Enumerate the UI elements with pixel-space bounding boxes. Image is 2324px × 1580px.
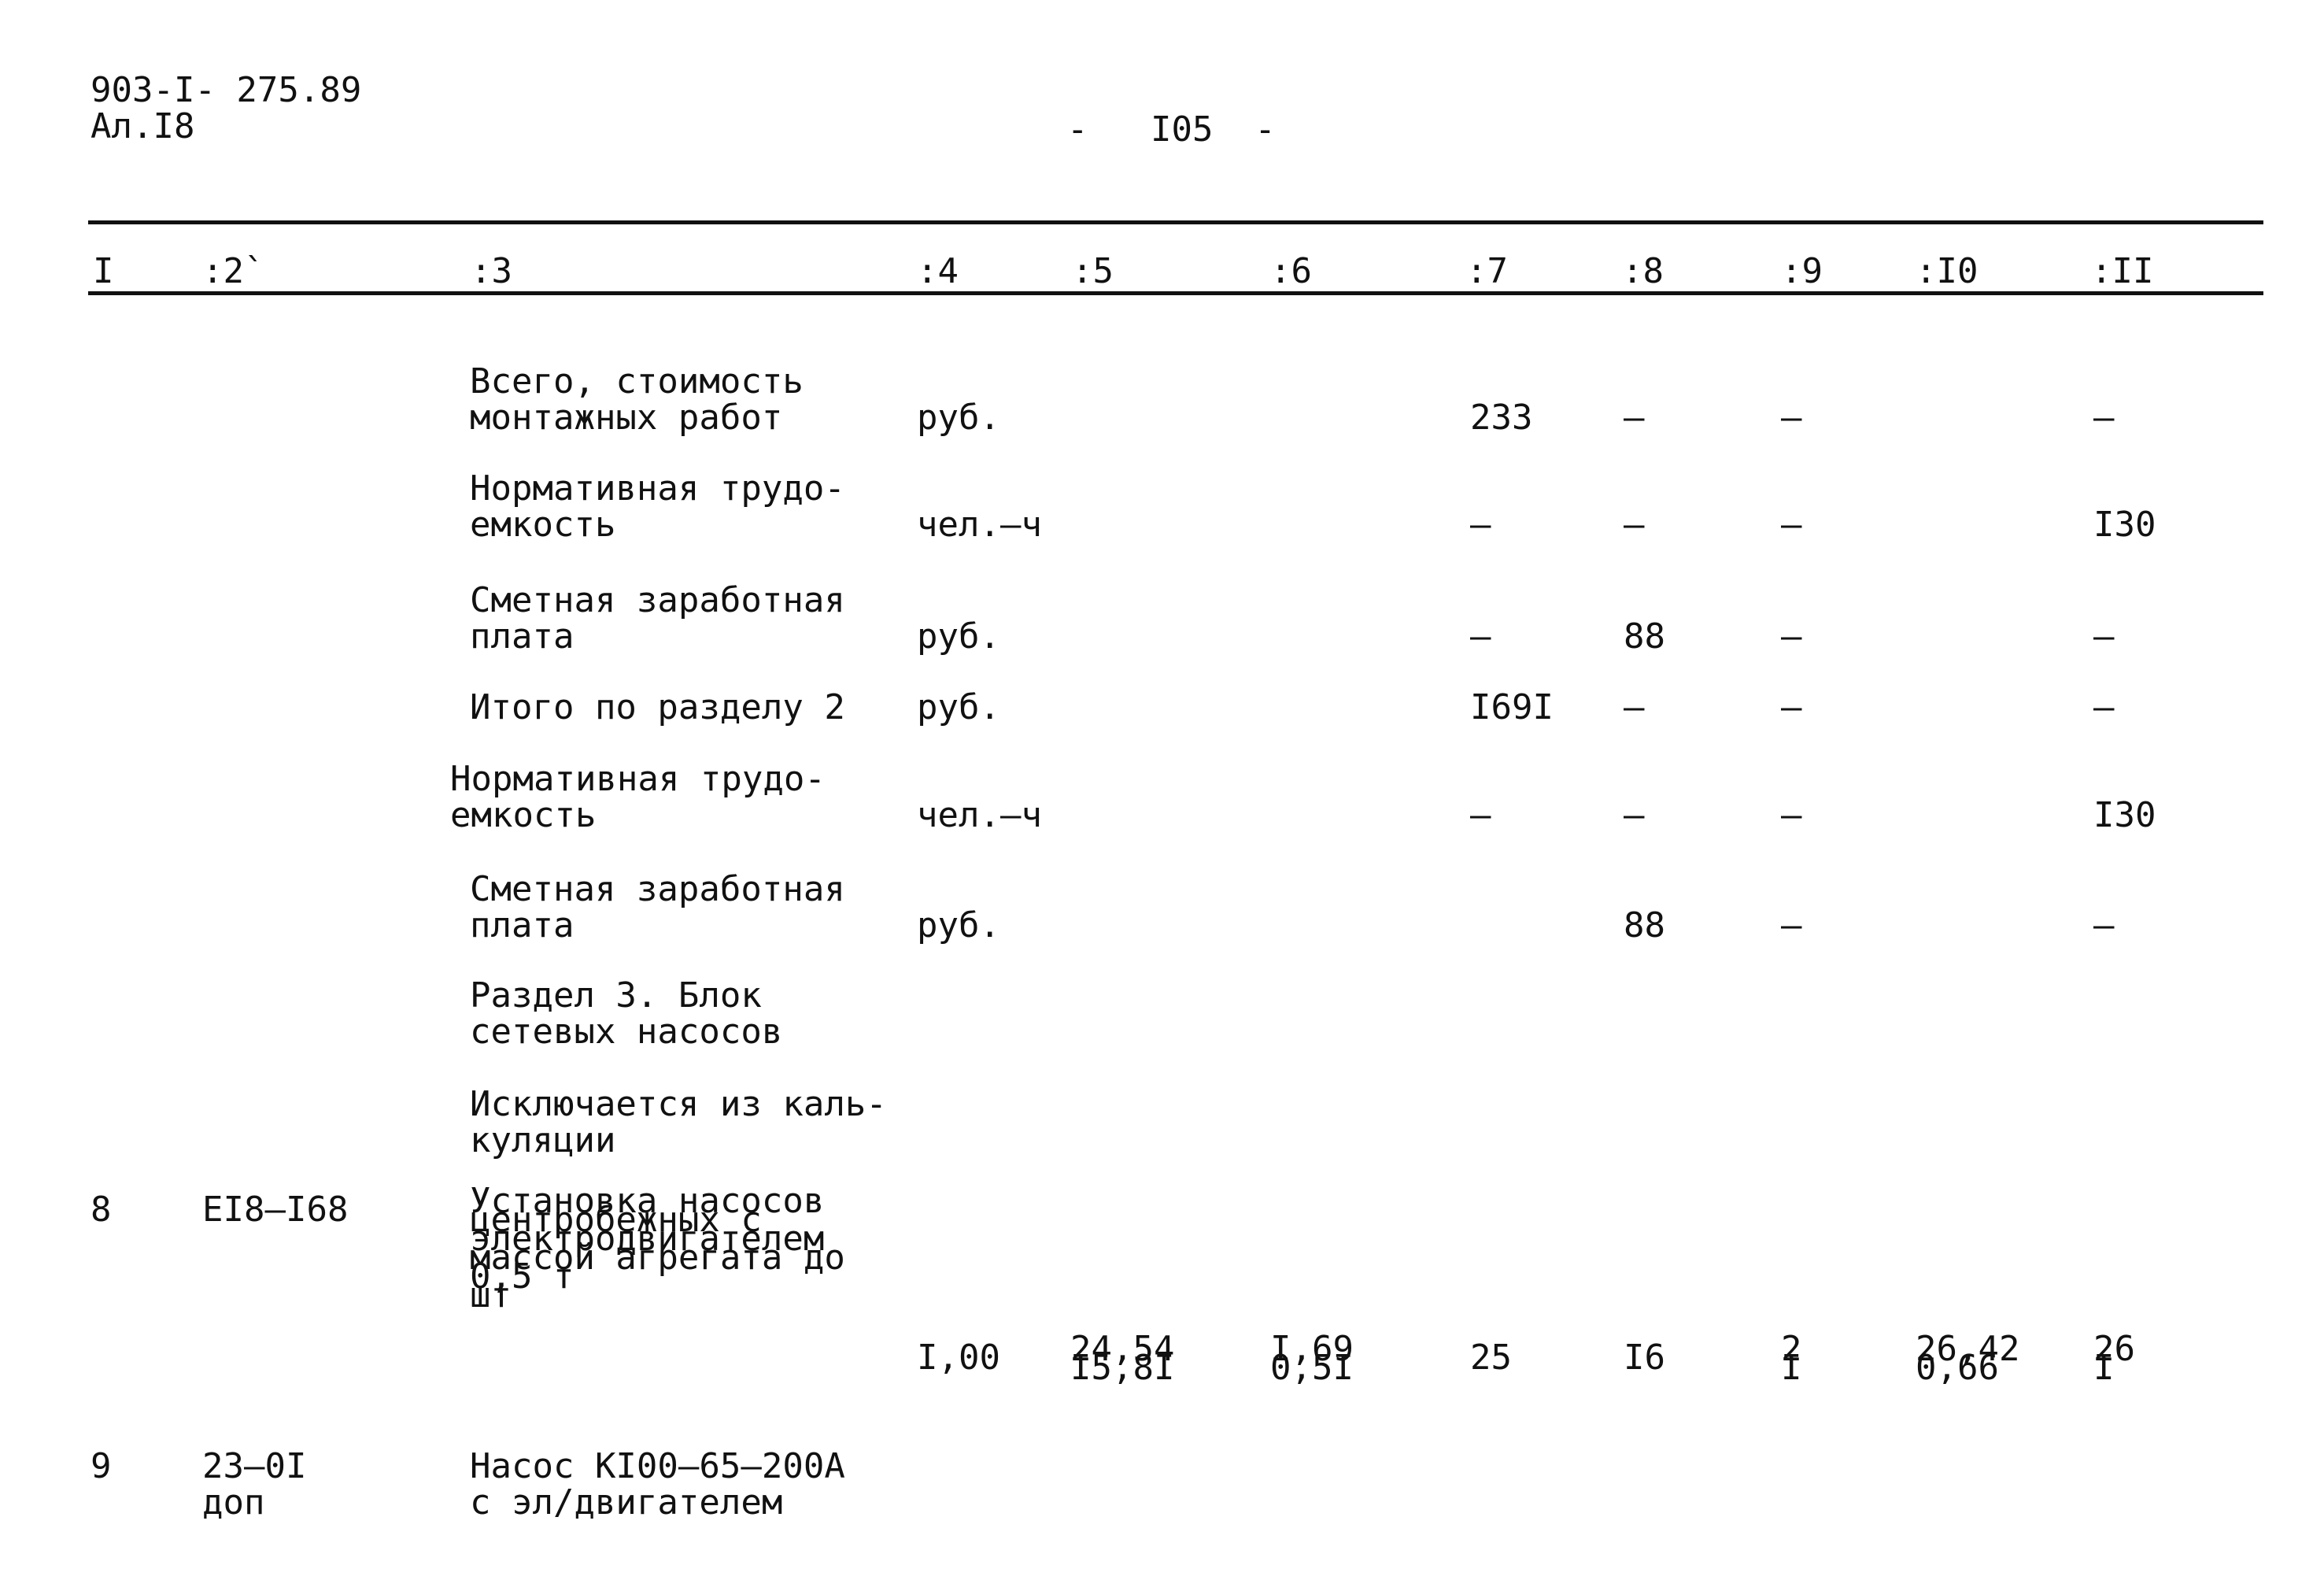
row-col6: I,69 0,5I [1270,1329,1354,1388]
row-col11: – [2093,687,2115,727]
row-col9: – [1781,905,1802,945]
row-col9: – [1781,616,1802,657]
row-description: Сметная заработная плата [470,869,845,945]
row-number: 8 [91,1190,112,1230]
document-code: 903-I- 275.89 [91,70,362,110]
row-unit: руб. [917,687,1000,727]
column-label-6: :6 [1270,251,1312,291]
row-unit: чел.–ч [917,505,1042,545]
column-label-2: :2` [202,251,265,291]
row-col7: – [1470,616,1491,657]
row-col7: I69I [1470,687,1554,727]
row-unit: руб. [917,905,1000,945]
row-number: 9 [91,1446,112,1486]
header-bottom-rule [88,291,2263,295]
row-description: Нормативная трудо- емкость [450,759,826,835]
row-col9: – [1781,795,1802,835]
row-col9: 2 I [1781,1329,1802,1388]
row-col8: I6 [1624,1338,1665,1378]
column-label-10: :I0 [1916,251,1979,291]
row-col11: – [2093,905,2115,945]
row-col4: I,00 [917,1338,1000,1378]
row-col8: 88 [1624,616,1665,657]
row-description: Исключается из каль- куляции [470,1084,887,1160]
row-col8: – [1624,398,1645,438]
row-description: Насос KI00–65–200A с эл/двигателем [470,1446,845,1523]
row-col7: – [1470,505,1491,545]
row-col5: 24,54 I5,8I [1070,1329,1175,1388]
row-col8: – [1624,505,1645,545]
column-label-3: :3 [471,251,512,291]
row-description: Установка насосов центробежных с электродвигателем массой агрегата до 0,5 т шт [470,1181,845,1315]
row-description: Нормативная трудо- емкость [470,468,845,545]
row-col11: – [2093,616,2115,657]
row-col9: – [1781,687,1802,727]
row-description: Сметная заработная плата [470,580,845,657]
column-label-1: I [93,251,114,291]
row-col11: I30 [2093,505,2156,545]
column-label-4: :4 [917,251,959,291]
row-col7: 233 [1470,398,1533,438]
row-col9: – [1781,398,1802,438]
row-col11: I30 [2093,795,2156,835]
row-col11: – [2093,398,2115,438]
row-unit: руб. [917,616,1000,657]
column-label-5: :5 [1072,251,1114,291]
column-label-7: :7 [1466,251,1508,291]
sheet-number: Ал.I8 [91,106,195,146]
row-unit: чел.–ч [917,795,1042,835]
row-col7: 25 [1470,1338,1512,1378]
page-number: - I05 - [1067,109,1276,150]
row-unit: руб. [917,398,1000,438]
row-col9: – [1781,505,1802,545]
row-code: EI8–I68 [202,1190,349,1230]
column-label-9: :9 [1781,251,1823,291]
row-col11: 26 I [2093,1329,2135,1388]
column-label-8: :8 [1622,251,1664,291]
section-heading: Раздел 3. Блок сетевых насосов [470,975,783,1052]
row-code: 23–0I доп [202,1446,307,1523]
row-description: Итого по разделу 2 [470,687,845,727]
row-col8: – [1624,687,1645,727]
row-col7: – [1470,795,1491,835]
column-label-11: :II [2091,251,2154,291]
row-col8: 88 [1624,905,1665,945]
row-col8: – [1624,795,1645,835]
row-description: Всего, стоимость монтажных работ [470,361,804,438]
header-top-rule [88,220,2263,224]
row-col10: 26,42 0,66 [1916,1329,2020,1388]
